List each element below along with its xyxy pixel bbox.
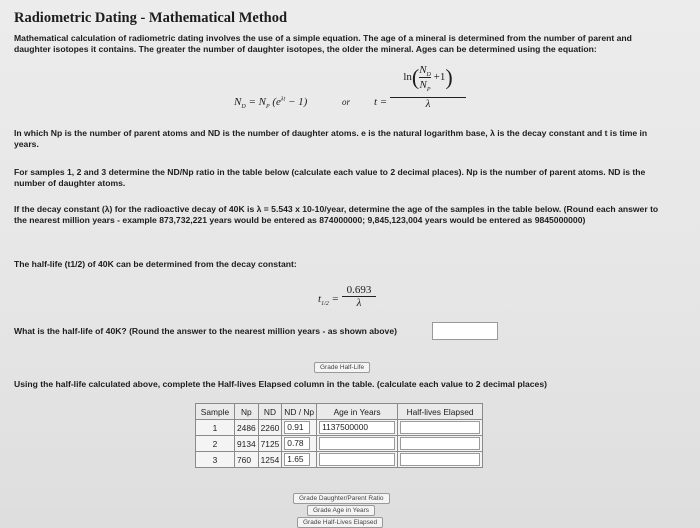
samples-table — [195, 403, 483, 468]
halflives-input[interactable] — [400, 437, 480, 450]
header-nd: ND — [258, 404, 282, 420]
ratio-input[interactable]: 0.78 — [284, 437, 310, 450]
halflife-formula-lhs: $t_{1/2}$ = — [318, 293, 339, 308]
ratio-input[interactable]: 1.65 — [284, 453, 310, 466]
header-ratio: ND / Np — [282, 404, 317, 420]
header-halflives: Half-lives Elapsed — [398, 404, 483, 420]
halflife-formula-fraction — [342, 284, 376, 309]
grade-age-button[interactable]: Grade Age in Years — [307, 505, 375, 516]
nd-value: 2260 — [258, 420, 282, 436]
halflife-denominator: λ — [356, 297, 362, 309]
age-input[interactable] — [319, 453, 395, 466]
np-value: 760 — [235, 452, 259, 468]
samples-instruction: For samples 1, 2 and 3 determine the ND/Np ratio in the table below (calculate each value to 2 decimal places). Np is the number of parent atoms. ND is the number of daughter atoms. — [14, 167, 646, 188]
np-value: 2486 — [235, 420, 259, 436]
definition-text: In which Np is the number of parent atoms and ND is the number of daughter atoms. e is the natural logarithm base, λ is the decay constant and t is time in years. — [14, 128, 648, 149]
decay-equation: $N_D = N_P$ $(e^{\lambda t} - 1)$ — [234, 96, 308, 111]
or-label: or — [342, 97, 351, 107]
halflife-answer-input[interactable] — [432, 322, 498, 340]
elapsed-instruction: Using the half-life calculated above, complete the Half-lives Elapsed column in the table. (calculate each value to 2 decimal places) — [14, 379, 547, 389]
header-np: Np — [235, 404, 259, 420]
table-row — [196, 436, 483, 452]
time-equation-prefix: t = — [374, 96, 388, 108]
age-input[interactable]: 1137500000 — [319, 421, 395, 434]
header-age: Age in Years — [317, 404, 398, 420]
header-sample: Sample — [196, 404, 235, 420]
nd-value: 7125 — [258, 436, 282, 452]
page-title: Radiometric Dating - Mathematical Method — [14, 10, 288, 26]
sample-number: 1 — [196, 420, 235, 436]
halflife-question: What is the half-life of 40K? (Round the answer to the nearest million years - as shown above) — [14, 326, 397, 336]
table-row — [196, 452, 483, 468]
grade-halflives-button[interactable]: Grade Half-Lives Elapsed — [297, 517, 383, 528]
grade-halflife-button[interactable]: Grade Half-Life — [314, 362, 370, 373]
table-row — [196, 420, 483, 436]
halflives-input[interactable] — [400, 421, 480, 434]
halflives-input[interactable] — [400, 453, 480, 466]
ratio-input[interactable]: 0.91 — [284, 421, 310, 434]
np-value: 9134 — [235, 436, 259, 452]
time-equation-fraction: ln( $\frac{N_D}{N_P}$ +1) λ — [390, 63, 466, 110]
halflife-text: The half-life (t1/2) of 40K can be determined from the decay constant: — [14, 259, 297, 269]
table-header-row — [196, 404, 483, 420]
intro-text: Mathematical calculation of radiometric dating involves the use of a simple equation. The age of a mineral is determined from the number of parent and daughter isotopes it contains. The greater the number of daughter isotopes, the older the mineral. Ages can be determined using the equation: — [14, 33, 632, 54]
decay-instruction: If the decay constant (λ) for the radioactive decay of 40K is λ = 5.543 x 10-10/year, determine the age of the samples in the table below. (Round each answer to the nearest million years - example 873,732,221 years would be entered as 874000000; 9,845,123,004 years would be entered as 9845000000) — [14, 204, 659, 225]
halflife-numerator: 0.693 — [346, 284, 372, 296]
nd-value: 1254 — [258, 452, 282, 468]
age-input[interactable] — [319, 437, 395, 450]
sample-number: 3 — [196, 452, 235, 468]
grade-ratio-button[interactable]: Grade Daughter/Parent Ratio — [293, 493, 390, 504]
sample-number: 2 — [196, 436, 235, 452]
